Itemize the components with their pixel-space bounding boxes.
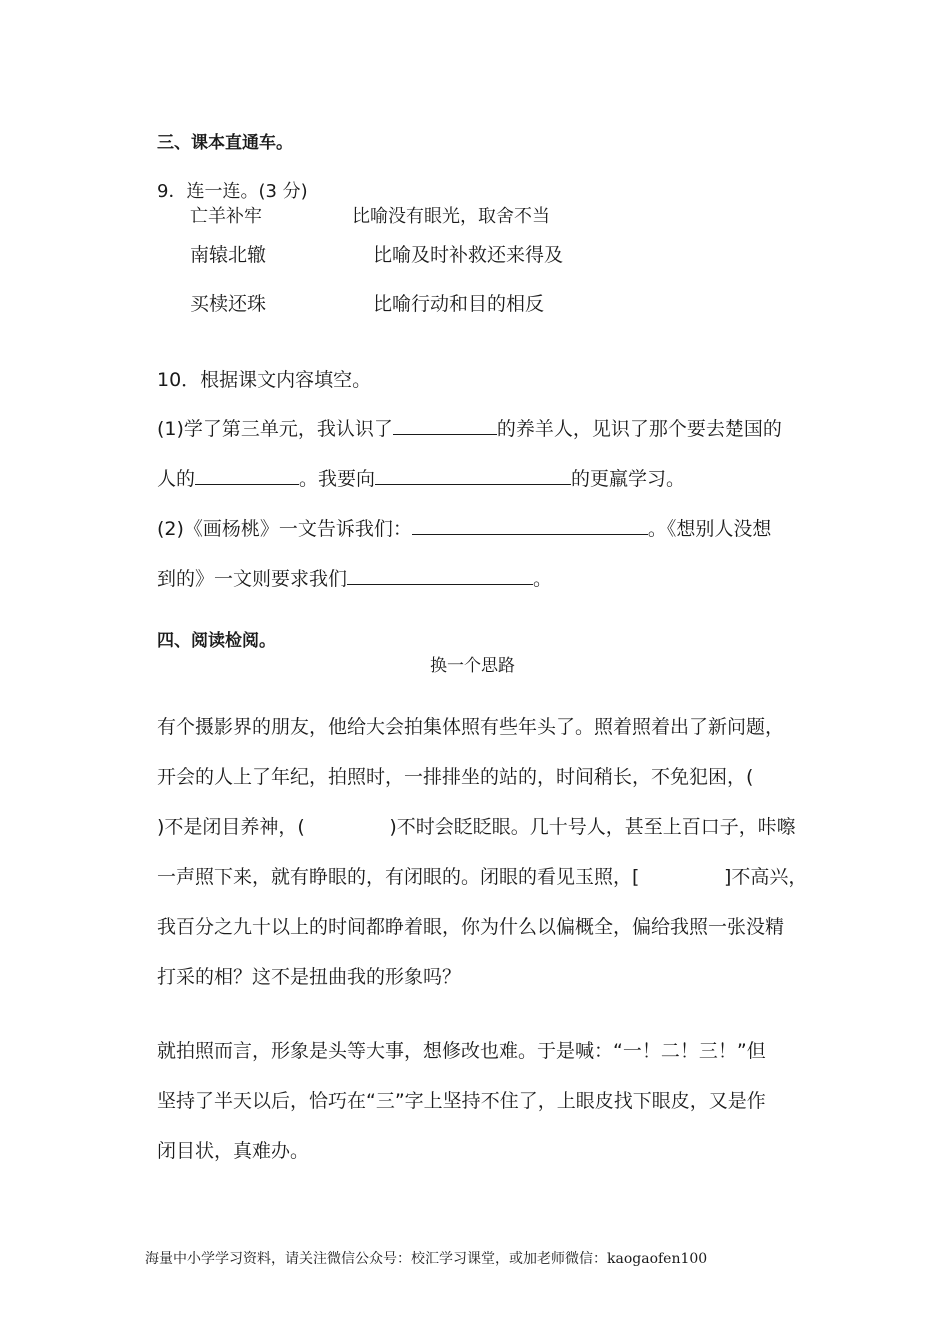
blank-5[interactable]: [347, 564, 533, 585]
passage-line: 有个摄影界的朋友，他给大会拍集体照有些年头了。照着照着出了新问题，: [157, 716, 785, 738]
q10-line-3: [157, 514, 771, 541]
q10-p2-text-b: 。《想别人没想: [647, 518, 772, 540]
q9-title: 9．连一连。(3 分): [157, 181, 308, 202]
match-left-2[interactable]: 南辕北辙: [190, 244, 267, 266]
match-left-1[interactable]: 亡羊补牢: [190, 206, 262, 227]
q10-title: 10．根据课文内容填空。: [157, 369, 372, 391]
q10-line-4: [157, 564, 552, 591]
blank-3[interactable]: [375, 464, 571, 485]
match-right-1[interactable]: 比喻没有眼光，取舍不当: [352, 206, 550, 227]
q10-p1-text-e: 的更羸学习。: [571, 468, 686, 490]
passage-line: 开会的人上了年纪，拍照时，一排排坐的站的，时间稍长，不免犯困，(: [157, 766, 754, 788]
blank-2[interactable]: [195, 464, 299, 485]
q10-p1-text-b: 的养羊人，见识了那个要去楚国的: [496, 418, 782, 440]
match-right-2[interactable]: 比喻及时补救还来得及: [373, 244, 564, 266]
q10-p1-text-c: 人的: [157, 468, 196, 490]
section-3-title: 三、课本直通车。: [157, 133, 293, 153]
passage-line: 闭目状，真难办。: [157, 1140, 310, 1162]
footer-note: 海量中小学学习资料，请关注微信公众号：校汇学习课堂，或加老师微信：kaogaofen100: [145, 1251, 708, 1267]
passage-line: 一声照下来，就有睁眼的，有闭眼的。闭眼的看见玉照，[ ]不高兴，: [157, 866, 808, 888]
passage-line: 就拍照而言，形象是头等大事，想修改也难。于是喊：“一！二！三！”但: [157, 1040, 766, 1062]
passage-line: )不是闭目养神，( )不时会眨眨眼。几十号人，甚至上百口子，咔嚓: [157, 816, 796, 838]
match-right-3[interactable]: 比喻行动和目的相反: [373, 293, 545, 315]
q10-p2-text-d: 。: [533, 568, 553, 590]
passage-line: 打采的相？这不是扭曲我的形象吗？: [157, 966, 462, 988]
blank-4[interactable]: [412, 514, 648, 535]
passage-title: 换一个思路: [430, 656, 515, 676]
passage-line: 我百分之九十以上的时间都睁着眼，你为什么以偏概全，偏给我照一张没精: [157, 916, 785, 938]
q10-line-2: [157, 464, 685, 491]
blank-1[interactable]: [393, 414, 497, 435]
section-4-title: 四、阅读检阅。: [157, 631, 276, 651]
passage-line: 坚持了半天以后，恰巧在“三”字上坚持不住了，上眼皮找下眼皮，又是作: [157, 1090, 766, 1112]
q10-line-1: [157, 414, 782, 441]
q10-p1-text-a: (1)学了第三单元，我认识了: [157, 418, 393, 440]
match-left-3[interactable]: 买椟还珠: [190, 293, 267, 315]
q10-p2-text-a: (2)《画杨桃》一文告诉我们：: [157, 518, 412, 540]
q10-p2-text-c: 到的》一文则要求我们: [157, 568, 348, 590]
q10-p1-text-d: 。我要向: [299, 468, 376, 490]
